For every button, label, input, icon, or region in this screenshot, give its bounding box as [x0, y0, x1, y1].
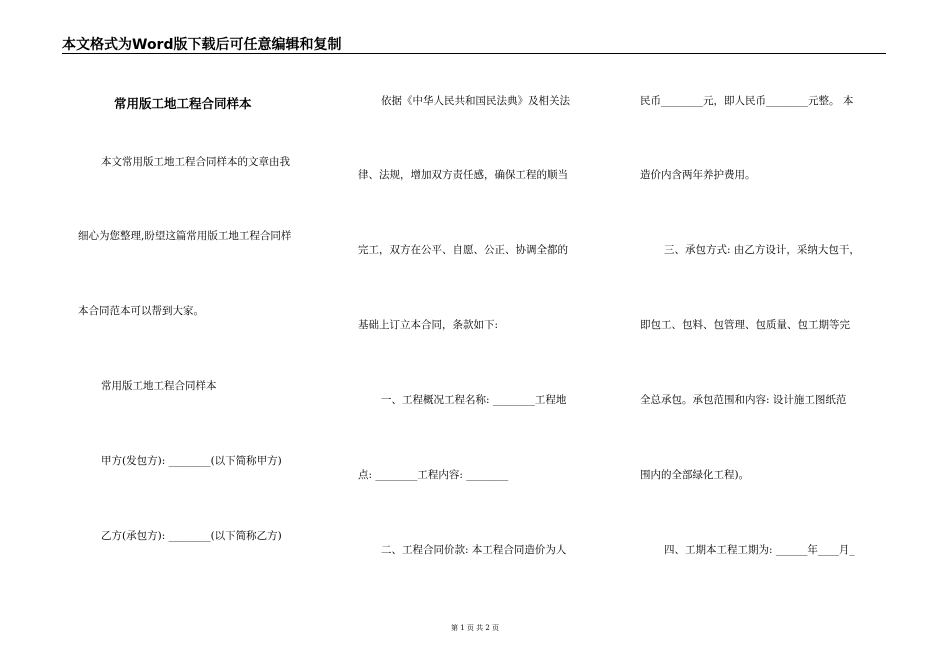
paragraph-line: 四、工期本工程工期为: ______年____月_: [664, 544, 855, 556]
paragraph-line: 点: ________工程内容: ________: [358, 469, 509, 481]
paragraph-line: 基础上订立本合同，条款如下:: [358, 319, 499, 331]
paragraph-line: 三、承包方式: 由乙方设计，采纳大包干，: [664, 244, 860, 256]
paragraph-line: 常用版工地工程合同样本: [101, 380, 217, 392]
document-header: 本文格式为Word版下载后可任意编辑和复制: [62, 37, 342, 53]
document-title: 常用版工地工程合同样本: [114, 96, 252, 111]
paragraph-line: 围内的全部绿化工程)。: [640, 469, 750, 481]
paragraph-line: 细心为您整理,盼望这篇常用版工地工程合同样: [78, 230, 292, 242]
party-b-line: 乙方(承包方): ________(以下简称乙方): [101, 530, 282, 542]
paragraph-line: 即包工、包料、包管理、包质量、包工期等完: [640, 319, 850, 331]
paragraph-line: 民币________元，即人民币________元整。 本: [640, 95, 854, 107]
paragraph-line: 律、法规，增加双方责任感，确保工程的顺当: [358, 169, 568, 181]
party-a-line: 甲方(发包方): ________(以下简称甲方): [101, 455, 282, 467]
paragraph-line: 依据《中华人民共和国民法典》及相关法: [381, 95, 570, 107]
paragraph-line: 造价内含两年养护费用。: [640, 169, 756, 181]
paragraph-line: 完工，双方在公平、自愿、公正、协调全都的: [358, 244, 568, 256]
paragraph-line: 全总承包。承包范围和内容: 设计施工图纸范: [640, 394, 847, 406]
paragraph-line: 本文常用版工地工程合同样本的文章由我: [101, 156, 290, 168]
paragraph-line: 本合同范本可以帮到大家。: [78, 305, 204, 317]
paragraph-line: 一、工程概况工程名称: ________工程地: [381, 394, 567, 406]
page-number: 第 1 页 共 2 页: [450, 624, 500, 632]
paragraph-line: 二、工程合同价款: 本工程合同造价为人: [381, 544, 567, 556]
header-divider: [62, 53, 886, 54]
